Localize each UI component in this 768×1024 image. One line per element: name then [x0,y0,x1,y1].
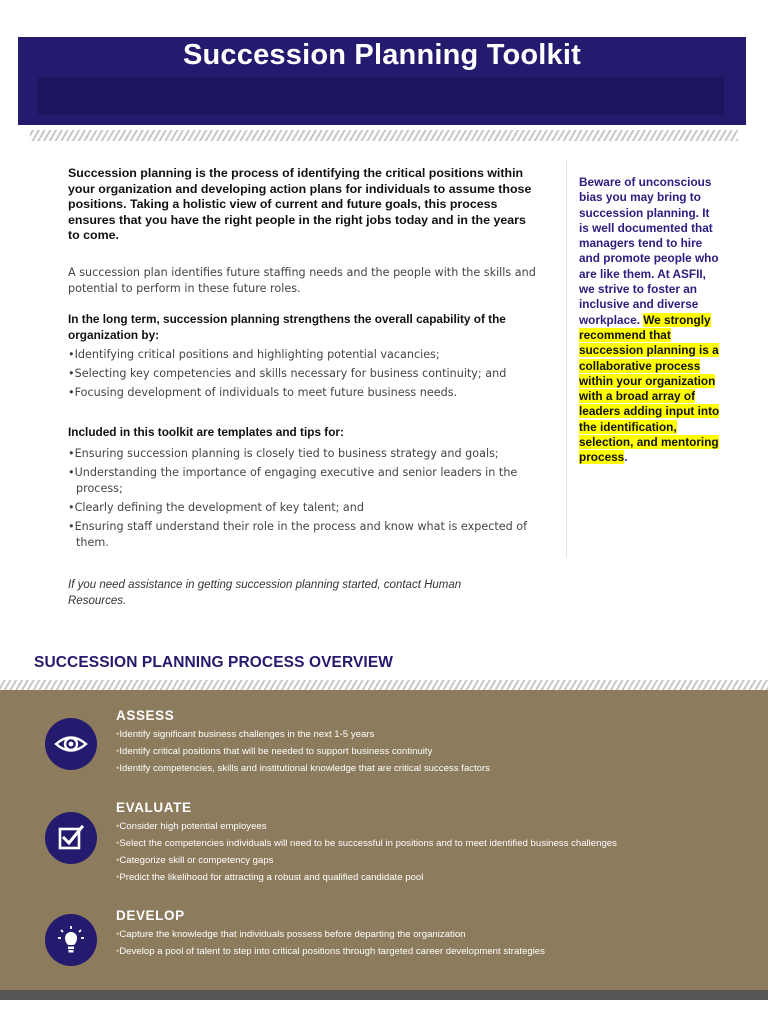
toolkit-heading: Included in this toolkit are templates and tips for: [68,425,344,439]
step-title: ASSESS [116,708,175,723]
list-item: • Develop a pool of talent to step into critical positions through targeted career development strategies [116,943,756,960]
step-list [116,726,756,777]
contact-note: If you need assistance in getting succession planning started, contact Human Resources. [68,579,462,607]
footer-bar [0,990,768,1000]
long-term-heading: In the long term, succession planning strengthens the overall capability of the organization by: [68,312,506,342]
list-item: • Identify competencies, skills and institutional knowledge that are critical success factors [116,760,756,777]
toolkit-list [68,446,538,554]
list-item: • Identifying critical positions and highlighting potential vacancies; [68,347,538,363]
step-title: DEVELOP [116,908,185,923]
list-item: • Selecting key competencies and skills necessary for business continuity; and [68,366,538,382]
list-item: • Identify critical positions that will be needed to support business continuity [116,743,756,760]
plan-description: A succession plan identifies future staffing needs and the people with the skills and potential to perform in these future roles. [68,266,536,295]
sidebar-highlight: We strongly recommend that succession planning is a collaborative process within your organization with a broad array of leaders adding input into the identification, selection, and mentoring process [579,312,720,465]
header-inner-band [38,77,724,115]
header-divider [30,130,738,141]
list-item: • Categorize skill or competency gaps [116,852,756,869]
process-divider [0,680,768,690]
bias-sidebar [566,160,720,558]
sidebar-text [579,175,721,466]
page-title: Succession Planning Toolkit [182,39,582,71]
list-item: • Ensuring staff understand their role in the process and know what is expected of them. [68,519,538,551]
process-title: SUCCESSION PLANNING PROCESS OVERVIEW [34,654,394,671]
sidebar-intro: Beware of unconscious bias you may bring to succession planning. It is well documented that managers tend to hire and promote people who are like them. At ASFII, we strive to foster an inclusive and diverse workplace. [579,175,719,327]
list-item: • Understanding the importance of engaging executive and senior leaders in the process; [68,465,538,497]
step-title: EVALUATE [116,800,192,815]
intro-text: Succession planning is the process of identifying the critical positions within your organization and developing action plans for individuals to assume those positions. Taking a holistic view of current and future goals, this process ensures that you have the right people in the right jobs today and in the years to come. [68,166,532,242]
step-list [116,926,756,960]
list-item: • Identify significant business challenges in the next 1-5 years [116,726,756,743]
list-item: • Ensuring succession planning is closely tied to business strategy and goals; [68,446,538,462]
header-banner [18,37,746,125]
list-item: • Capture the knowledge that individuals possess before departing the organization [116,926,756,943]
long-term-list [68,347,538,404]
sidebar-trailing: . [624,450,628,465]
list-item: • Consider high potential employees [116,818,756,835]
list-item: • Select the competencies individuals will need to be successful in positions and to meet identified business challenges [116,835,756,852]
list-item: • Predict the likelihood for attracting a robust and qualified candidate pool [116,869,756,886]
list-item: • Clearly defining the development of key talent; and [68,500,538,516]
list-item: • Focusing development of individuals to meet future business needs. [68,385,538,401]
eye-icon [45,718,97,770]
checkbox-icon [45,812,97,864]
step-list [116,818,756,886]
lightbulb-icon [45,914,97,966]
